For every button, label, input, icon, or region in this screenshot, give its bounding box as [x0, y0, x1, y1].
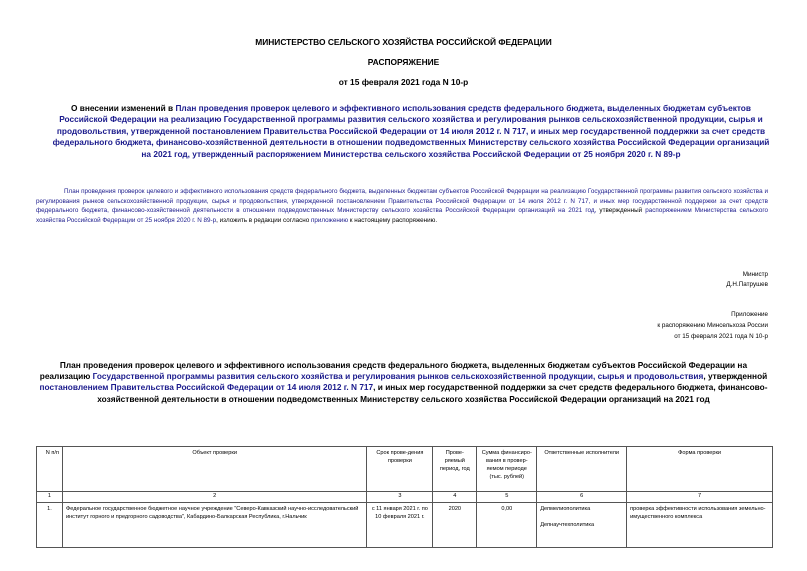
appendix-ref: к распоряжению Минсельхоза России — [657, 322, 768, 329]
plan-title-link-program[interactable]: Государственной программы развития сельского хозяйства и регулирования рынков сельскохозяйственной продукции, сырья и продовольствия — [92, 371, 704, 382]
col-number: 6 — [537, 492, 627, 503]
signature-position: Министр — [742, 271, 768, 278]
appendix-label: Приложение — [731, 311, 768, 318]
plan-title — [36, 360, 771, 405]
col-number: 3 — [367, 492, 433, 503]
executor-1: Депмелиополитика — [540, 506, 591, 512]
appendix-block — [520, 309, 768, 342]
plan-title-link-resolution[interactable]: постановлением Правительства Российской Федерации от 14 июля 2012 г. N 717 — [39, 382, 374, 393]
plan-title-text-2: , утвержденной — [703, 371, 768, 382]
plan-title-text-1: План проведения проверок целевого и эффективного использования средств федерального бюджета, выделенных бюджетам субъектов Российской Федерации на реализацию — [39, 360, 748, 382]
col-number: 1 — [37, 492, 63, 503]
cell-term: с 11 января 2021 г. по 10 февраля 2021 г. — [367, 503, 433, 548]
body-link-appendix[interactable]: приложению — [311, 216, 349, 224]
col-header-period: Прове-ряемый период, год — [433, 447, 477, 492]
body-paragraph — [36, 187, 768, 225]
col-number: 2 — [62, 492, 366, 503]
signature-block — [560, 270, 768, 290]
col-header-form: Форма проверки — [627, 447, 773, 492]
executor-2: Депнаучтехполитика — [540, 522, 595, 528]
cell-num: 1. — [37, 503, 63, 548]
cell-form: проверка эффективности использования земельно-имущественного комплекса — [627, 503, 773, 548]
body-link-order[interactable]: распоряжением Министерства сельского хозяйства Российской Федерации от 25 ноября 2020 г. N 89-р — [36, 207, 768, 224]
body-text-2: , изложить в редакции согласно — [216, 216, 311, 224]
appendix-date: от 15 февраля 2021 года N 10-р — [674, 333, 768, 340]
body-text-1: утвержденный — [596, 207, 646, 215]
table-number-row — [37, 492, 773, 503]
ministry-heading: МИНИСТЕРСТВО СЕЛЬСКОГО ХОЗЯЙСТВА РОССИЙСКОЙ ФЕДЕРАЦИИ — [255, 37, 552, 47]
title-text: О внесении изменений в — [71, 103, 176, 113]
table-row — [37, 503, 773, 548]
cell-period: 2020 — [433, 503, 477, 548]
col-number: 4 — [433, 492, 477, 503]
col-header-executors: Ответственные исполнители — [537, 447, 627, 492]
cell-sum: 0,00 — [477, 503, 537, 548]
signature-name: Д.Н.Патрушев — [726, 281, 768, 288]
col-header-object: Объект проверки — [62, 447, 366, 492]
cell-executors — [537, 503, 627, 548]
document-title — [52, 103, 770, 160]
doc-type-heading: РАСПОРЯЖЕНИЕ — [367, 57, 440, 67]
doc-date-heading: от 15 февраля 2021 года N 10-р — [338, 77, 469, 87]
table-header-row — [37, 447, 773, 492]
title-link-plan[interactable]: План проведения проверок целевого и эффективного использования средств федерального бюджета, выделенных бюджетам субъектов Российской Федерации на реализацию Государственной программы развития сельского хозяйства и регулирования рынков сельскохозяйственной продукции, сырья и продовольствия, утвержденной постановлением Правительства Российской Федерации от 14 июля 2012 г. N 717, и иных мер государственной поддержки за счет средств федерального бюджета, финансово-хозяйственной деятельности в отношении подведомственных Министерству сельского хозяйства Российской Федерации организаций на 2021 год, утвержденный распоряжением Министерства сельского хозяйства Российской Федерации от 25 ноября 2020 г. N 89-р — [52, 103, 770, 159]
col-number: 5 — [477, 492, 537, 503]
col-header-sum: Сумма финансиро-вания в провер-яемом периоде (тыс. рублей) — [477, 447, 537, 492]
body-link-plan[interactable]: План проведения проверок целевого и эффективного использования средств федерального бюджета, выделенных бюджетам субъектов Российской Федерации на реализацию Государственной программы развития сельского хозяйства и регулирования рынков сельскохозяйственной продукции, сырья и продовольствия, утвержденной постановлением Правительства Российской Федерации от 14 июля 2012 г. N 717, и иных мер государственной поддержки за счет средств федерального бюджета, финансово-хозяйственной деятельности в отношении подведомственных Министерству сельского хозяйства Российской Федерации организаций на 2021 год, — [36, 188, 768, 215]
col-header-term: Срок прове-дения проверки — [367, 447, 433, 492]
plan-table — [36, 446, 773, 548]
body-text-3: к настоящему распоряжению. — [348, 216, 438, 224]
col-header-num: N п/п — [37, 447, 63, 492]
cell-object: Федеральное государственное бюджетное научное учреждение "Северо-Кавказский научно-исследовательский институт горного и предгорного садоводства", Кабардино-Балкарская Республика, г.Нальчик — [62, 503, 366, 548]
plan-title-text-3: , и иных мер государственной поддержки за счет средств федерального бюджета, финансово-хозяйственной деятельности в отношении подведомственных Министерству сельского хозяйства Российской Федерации организаций на 2021 год — [97, 382, 768, 404]
col-number: 7 — [627, 492, 773, 503]
